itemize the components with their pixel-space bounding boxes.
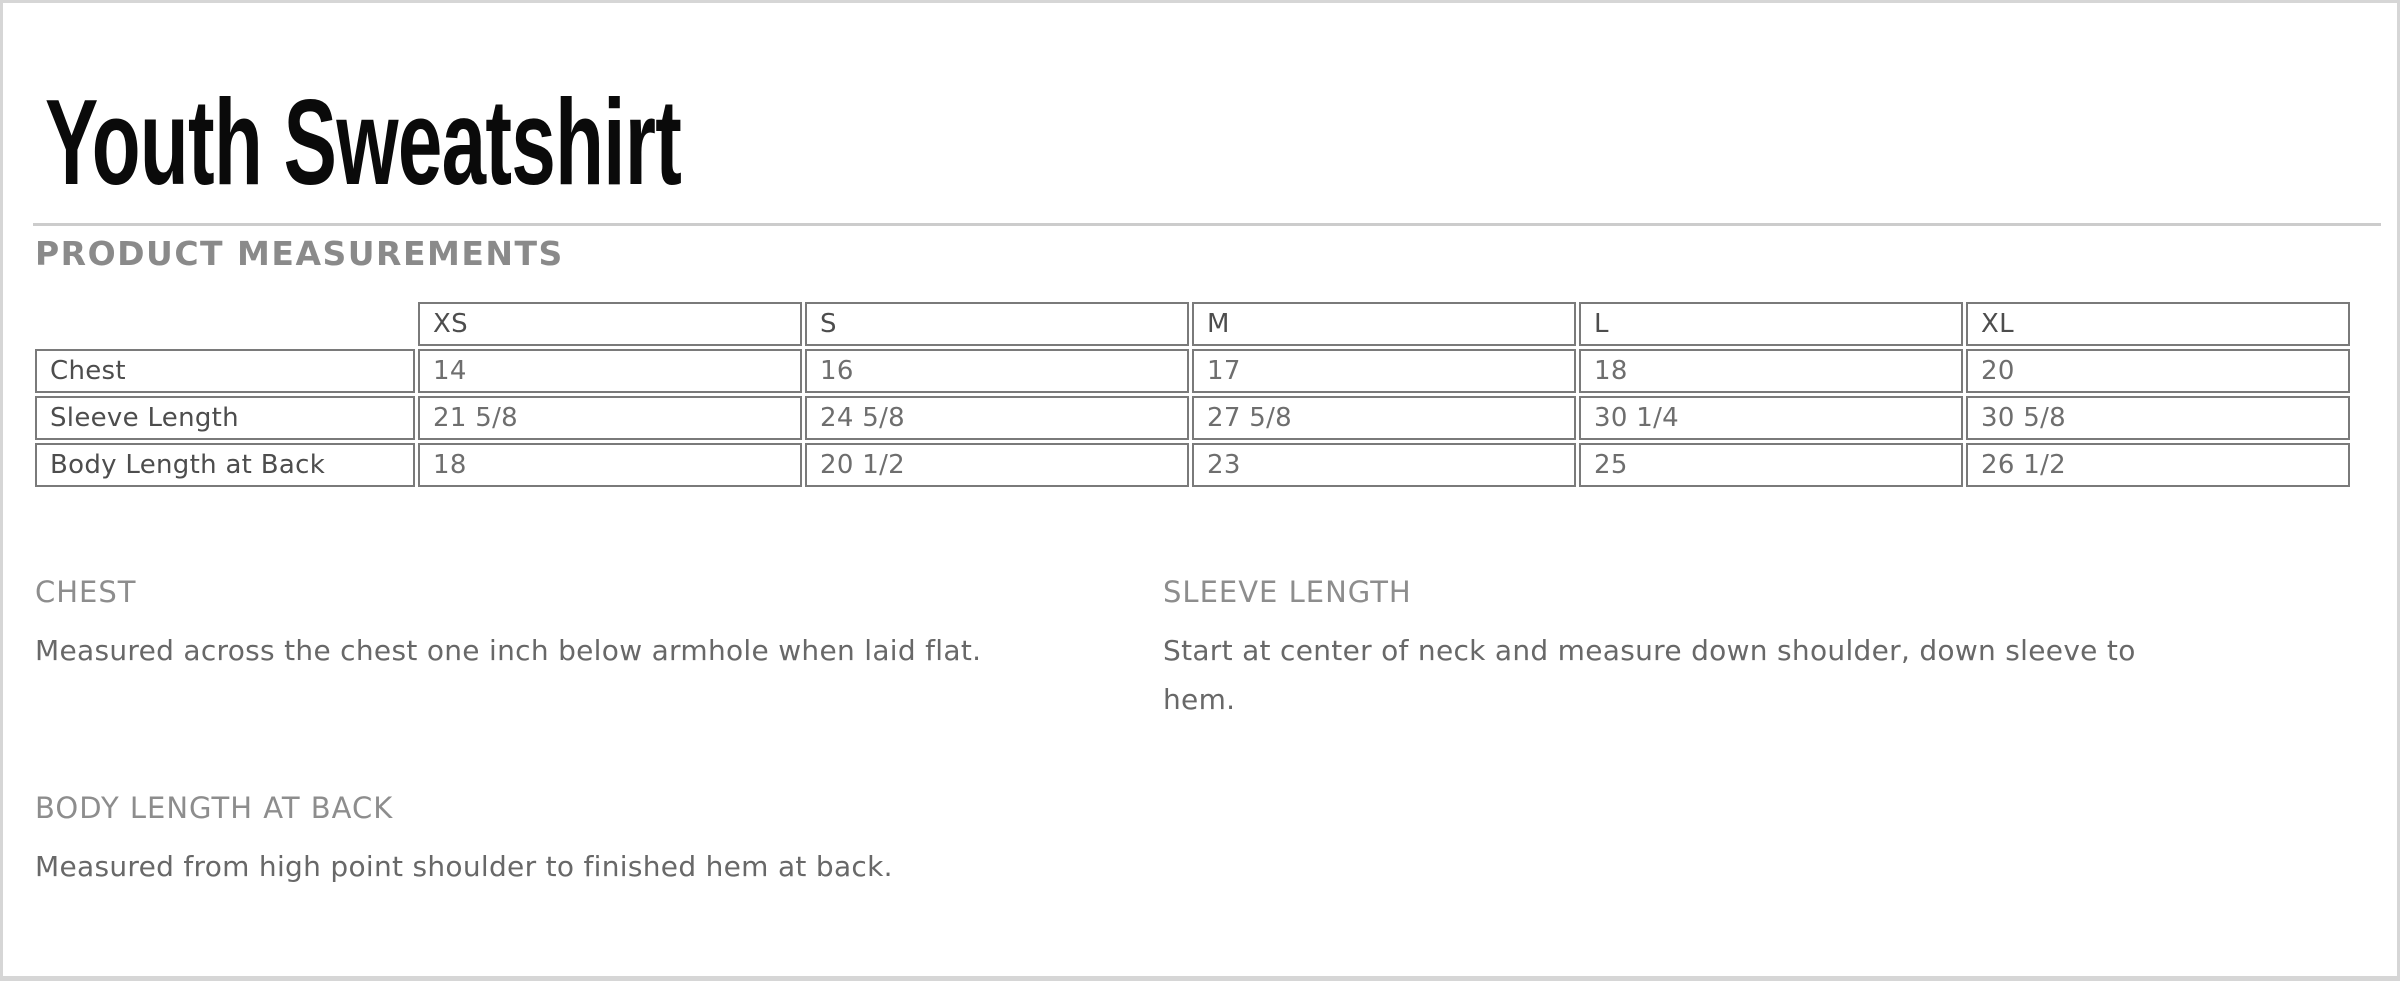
note-body-length	[35, 790, 1163, 891]
note-chest-text: Measured across the chest one inch below armhole when laid flat.	[35, 633, 982, 667]
cell-sleeve-l: 30 1/4	[1579, 396, 1963, 440]
cell-chest-xl: 20	[1966, 349, 2350, 393]
blank-corner-cell	[35, 302, 415, 346]
table-row-sleeve-length	[35, 396, 2350, 440]
size-column-header-m: M	[1192, 302, 1576, 346]
note-body-length-text: Measured from high point shoulder to finished hem at back.	[35, 849, 893, 883]
row-label-sleeve-length: Sleeve Length	[35, 396, 415, 440]
cell-chest-l: 18	[1579, 349, 1963, 393]
cell-chest-xs: 14	[418, 349, 802, 393]
size-column-header-l: L	[1579, 302, 1963, 346]
size-column-header-xs: XS	[418, 302, 802, 346]
note-body-length-heading: BODY LENGTH AT BACK	[35, 790, 394, 825]
page-title: Youth Sweatshirt	[45, 74, 682, 210]
section-heading: PRODUCT MEASUREMENTS	[35, 234, 564, 273]
cell-body-l: 25	[1579, 443, 1963, 487]
row-label-chest: Chest	[35, 349, 415, 393]
table-row-body-length	[35, 443, 2350, 487]
cell-sleeve-m: 27 5/8	[1192, 396, 1576, 440]
size-column-header-xl: XL	[1966, 302, 2350, 346]
cell-sleeve-xl: 30 5/8	[1966, 396, 2350, 440]
note-sleeve-length	[1163, 574, 2293, 724]
cell-body-m: 23	[1192, 443, 1576, 487]
table-row-chest	[35, 349, 2350, 393]
size-table-header-row	[35, 302, 2350, 346]
measurement-notes	[35, 574, 2397, 891]
note-chest	[35, 574, 1163, 724]
cell-sleeve-xs: 21 5/8	[418, 396, 802, 440]
cell-sleeve-s: 24 5/8	[805, 396, 1189, 440]
cell-chest-s: 16	[805, 349, 1189, 393]
divider	[33, 223, 2381, 226]
size-table	[32, 299, 2353, 490]
size-column-header-s: S	[805, 302, 1189, 346]
cell-body-xs: 18	[418, 443, 802, 487]
note-sleeve-length-heading: SLEEVE LENGTH	[1163, 574, 1412, 609]
cell-body-xl: 26 1/2	[1966, 443, 2350, 487]
cell-chest-m: 17	[1192, 349, 1576, 393]
note-chest-heading: CHEST	[35, 574, 137, 609]
note-sleeve-length-text: Start at center of neck and measure down shoulder, down sleeve to hem.	[1163, 633, 2136, 716]
cell-body-s: 20 1/2	[805, 443, 1189, 487]
row-label-body-length: Body Length at Back	[35, 443, 415, 487]
